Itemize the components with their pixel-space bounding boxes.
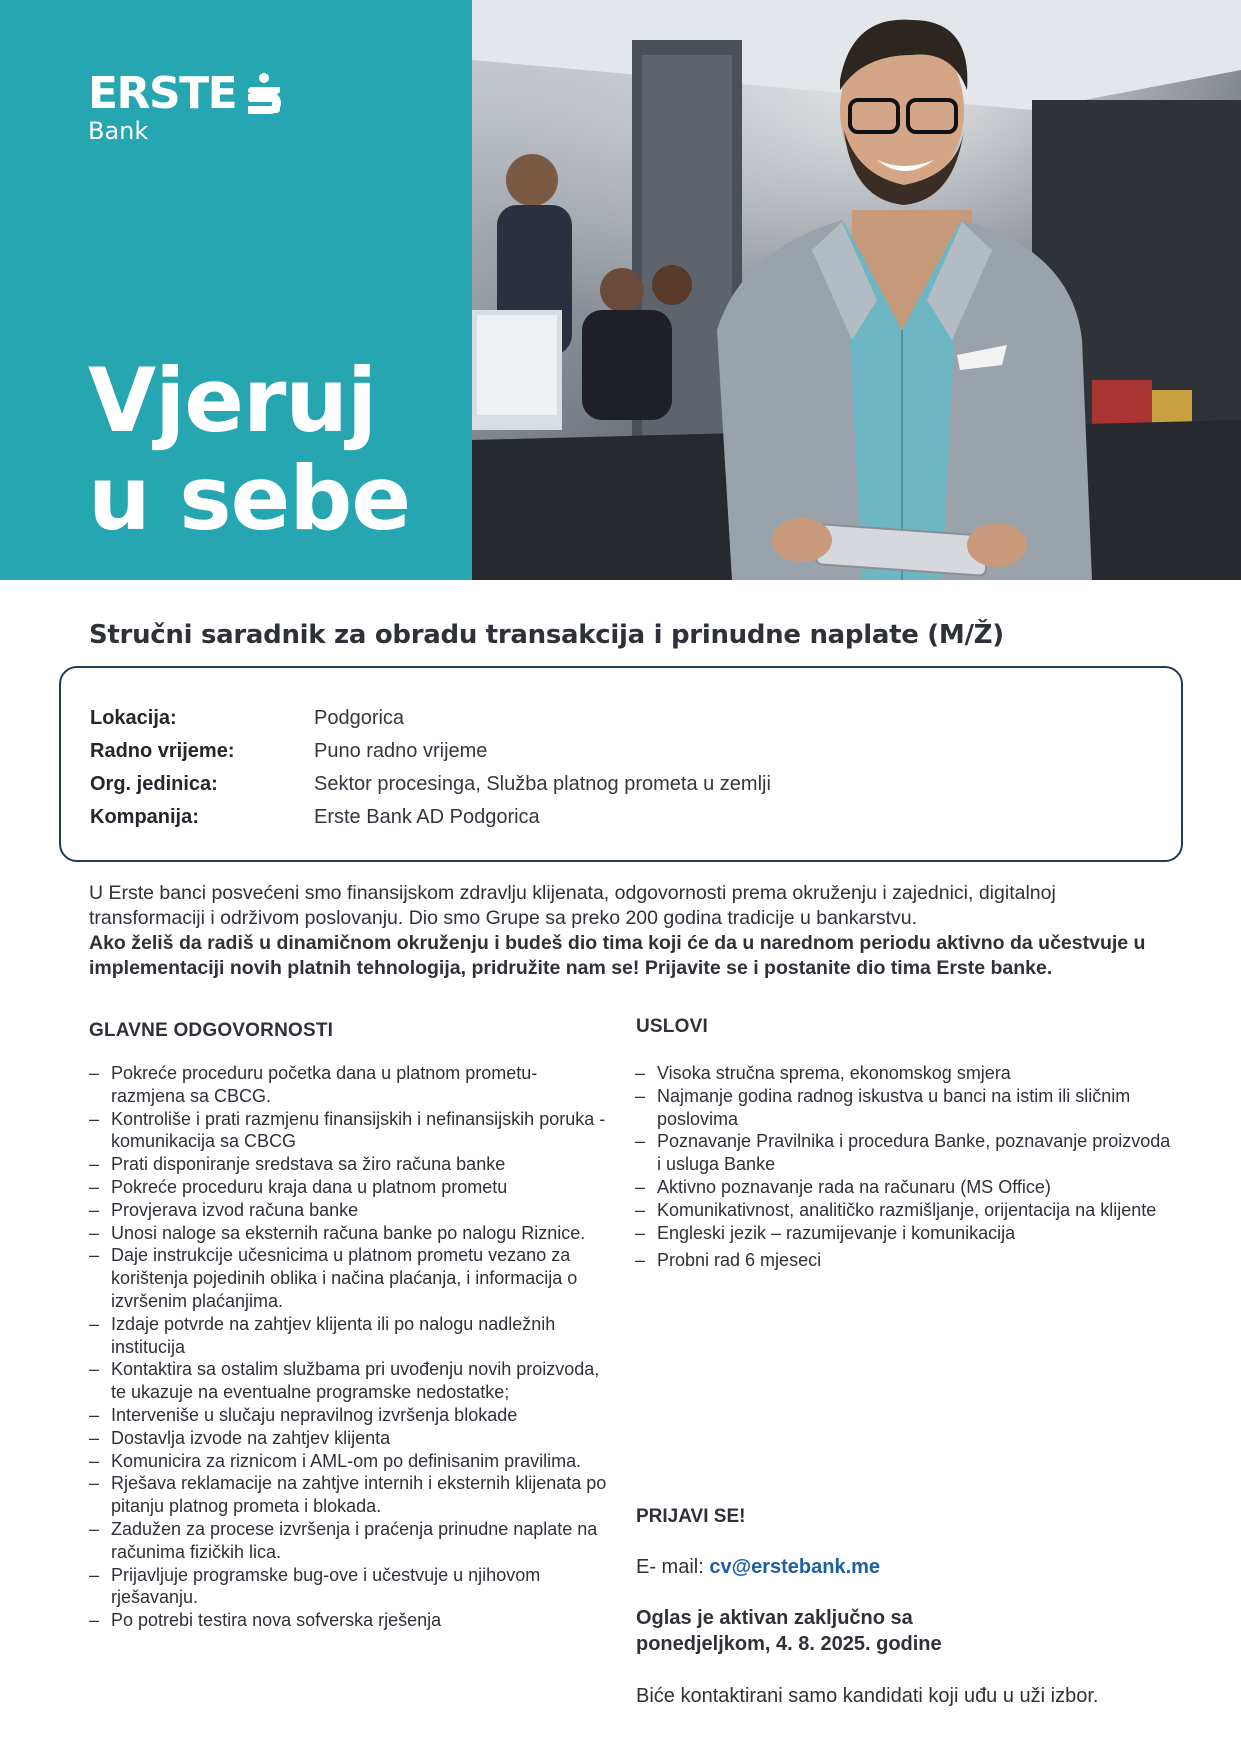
info-label: Radno vrijeme: [90, 740, 235, 762]
list-item: – Po potrebi testira nova sofverska rješenja [89, 1609, 609, 1632]
requirements-heading: USLOVI [636, 1016, 708, 1037]
email-link[interactable]: cv@erstebank.me [709, 1556, 881, 1578]
shortlist-note: Biće kontaktirani samo kandidati koji uđu u uži izbor. [636, 1685, 1099, 1707]
job-info-box [59, 666, 1183, 862]
info-value: Podgorica [314, 707, 405, 729]
hero-photo [472, 0, 1241, 580]
hero-teal-panel [0, 0, 472, 580]
list-item: – Komunikativnost, analitičko razmišljanje, orijentacija na klijente [635, 1199, 1175, 1222]
list-item: – Zadužen za procese izvršenja i praćenja prinudne naplate na računima fizičkih lica. [89, 1518, 609, 1564]
list-item: – Provjerava izvod računa banke [89, 1199, 609, 1222]
list-item: – Unosi naloge sa eksternih računa banke po nalogu Riznice. [89, 1222, 609, 1245]
apply-heading: PRIJAVI SE! [636, 1506, 746, 1527]
intro-call-to-action: Ako želiš da radiš u dinamičnom okruženju i budeš dio tima koji će da u narednom periodu aktivno da učestvuje u implementaciji novih platnih tehnologija, pridružite nam se! Prijavite se i postanite dio tima Erste banke. [89, 932, 1146, 979]
info-label: Kompanija: [90, 806, 199, 828]
info-value: Sektor procesinga, Služba platnog prometa u zemlji [314, 773, 771, 795]
hero-title [88, 349, 411, 550]
deadline [636, 1605, 1196, 1657]
list-item: – Prijavljuje programske bug-ove i učestvuje u njihovom rješavanju. [89, 1564, 609, 1610]
job-title: Stručni saradnik za obradu transakcija i prinudne naplate (M/Ž) [89, 620, 1004, 650]
list-item: – Daje instrukcije učesnicima u platnom prometu vezano za korištenja pojedinih oblika i načina plaćanja, i informacija o izvršenim plaćanjima. [89, 1244, 609, 1312]
office-photo-illustration [472, 0, 1241, 580]
info-value: Erste Bank AD Podgorica [314, 806, 540, 828]
info-label: Org. jedinica: [90, 773, 218, 795]
erste-logo [88, 68, 284, 145]
erste-s-icon [244, 72, 284, 116]
intro-text: U Erste banci posvećeni smo finansijskom zdravlju klijenata, odgovornosti prema okruženju i zajednici, digitalnoj transformaciji i održivom poslovanju. Dio smo Grupe sa preko 200 godina tradicije u bankarstvu. [89, 882, 1056, 929]
list-item: – Poznavanje Pravilnika i procedura Banke, poznavanje proizvoda i usluga Banke [635, 1130, 1175, 1176]
list-item: – Dostavlja izvode na zahtjev klijenta [89, 1427, 609, 1450]
email-label: E- mail: [636, 1556, 710, 1578]
intro-paragraph [89, 881, 1169, 981]
hero-banner [0, 0, 1241, 580]
list-item: – Najmanje godina radnog iskustva u banci na istim ili sličnim poslovima [635, 1085, 1175, 1131]
info-value: Puno radno vrijeme [314, 740, 488, 762]
info-row-company [61, 801, 1181, 834]
list-item: – Rješava reklamacije na zahtjve internih i eksternih klijenata po pitanju platnog prometa i blokada. [89, 1472, 609, 1518]
list-item: – Komunicira za riznicom i AML-om po definisanim pravilima. [89, 1450, 609, 1473]
apply-section [636, 1506, 1196, 1708]
responsibilities-list [89, 1062, 609, 1632]
info-row-org-unit [61, 768, 1181, 801]
requirements-list [635, 1062, 1175, 1272]
info-row-location [61, 702, 1181, 735]
list-item: – Izdaje potvrde na zahtjev klijenta ili po nalogu nadležnih institucija [89, 1313, 609, 1359]
info-row-working-hours [61, 735, 1181, 768]
list-item: – Engleski jezik – razumijevanje i komunikacija [635, 1222, 1175, 1245]
list-item: – Kontroliše i prati razmjenu finansijskih i nefinansijskih poruka -komunikacija sa CBCG [89, 1108, 609, 1154]
logo-text: ERSTE [88, 68, 237, 119]
hero-title-line1: Vjeruj [88, 349, 377, 452]
list-item: – Interveniše u slučaju nepravilnog izvršenja blokade [89, 1404, 609, 1427]
list-item: – Visoka stručna sprema, ekonomskog smjera [635, 1062, 1175, 1085]
logo-subtext: Bank [88, 117, 149, 145]
list-item: – Prati disponiranje sredstava sa žiro računa banke [89, 1153, 609, 1176]
deadline-line2: ponedjeljkom, 4. 8. 2025. godine [636, 1633, 942, 1655]
list-item: – Probni rad 6 mjeseci [635, 1249, 1175, 1272]
apply-email-line [636, 1556, 1196, 1579]
list-item: – Kontaktira sa ostalim službama pri uvođenju novih proizvoda, te ukazuje na eventualne programske nedostatke; [89, 1358, 609, 1404]
hero-title-line2: u sebe [88, 447, 411, 550]
deadline-line1: Oglas je aktivan zaključno sa [636, 1607, 913, 1629]
responsibilities-heading: GLAVNE ODGOVORNOSTI [89, 1020, 334, 1041]
list-item: – Pokreće proceduru početka dana u platnom prometu-razmjena sa CBCG. [89, 1062, 609, 1108]
list-item: – Aktivno poznavanje rada na računaru (MS Office) [635, 1176, 1175, 1199]
info-label: Lokacija: [90, 707, 177, 729]
list-item: – Pokreće proceduru kraja dana u platnom prometu [89, 1176, 609, 1199]
